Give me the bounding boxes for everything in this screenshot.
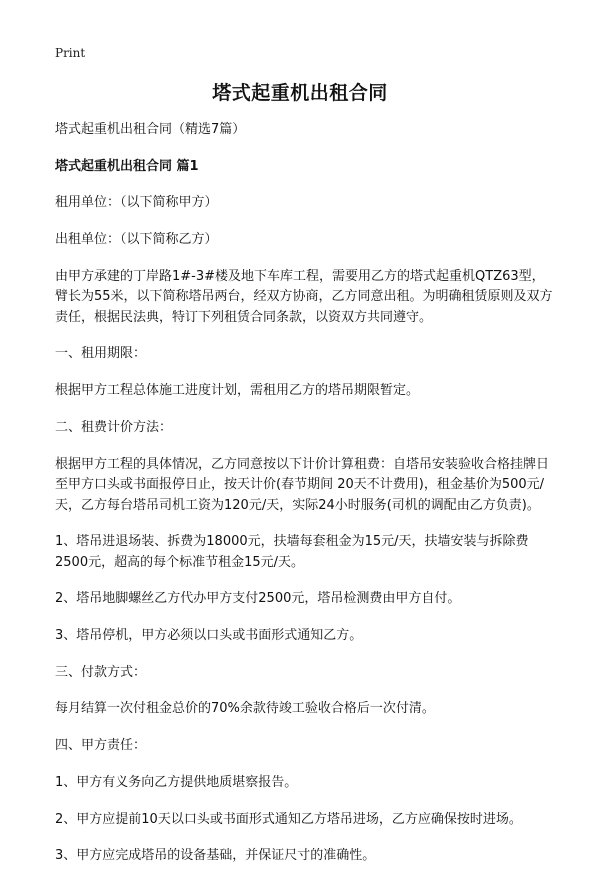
document-title: 塔式起重机出租合同 bbox=[212, 82, 388, 104]
print-link[interactable]: Print bbox=[55, 46, 86, 60]
section-heading: 塔式起重机出租合同 篇1 bbox=[55, 158, 199, 174]
clause-heading-party-a: 四、甲方责任： bbox=[55, 738, 147, 754]
paragraph-pricing: 根据甲方工程的具体情况，乙方同意按以下计价计算租费：自塔吊安装验收合格挂牌日至甲方口头或书面报停日止，按天计价(春节期间 20天不计费用)，租金基价为500元/天，乙方每台塔吊司机工资为120元/天，实际24小时服务(司机的调配由乙方负责)。 bbox=[55, 456, 550, 513]
paragraph-party-a-item-1: 1、甲方有义务向乙方提供地质堪察报告。 bbox=[55, 774, 298, 790]
paragraph-party-a-item-3: 3、甲方应完成塔吊的设备基础，并保证尺寸的准确性。 bbox=[55, 848, 376, 864]
paragraph-lessee: 租用单位：（以下简称甲方） bbox=[55, 195, 218, 211]
paragraph-payment: 每月结算一次付租金总价的70%余款待竣工验收合格后一次付清。 bbox=[55, 701, 435, 717]
clause-heading-pricing: 二、租费计价方法： bbox=[55, 419, 173, 435]
paragraph-pricing-item-3: 3、塔吊停机，甲方必须以口头或书面形式通知乙方。 bbox=[55, 628, 363, 644]
paragraph-term: 根据甲方工程总体施工进度计划，需租用乙方的塔吊期限暂定。 bbox=[55, 383, 420, 399]
paragraph-pricing-item-2: 2、塔吊地脚螺丝乙方代办甲方支付2500元，塔吊检测费由甲方自付。 bbox=[55, 591, 461, 607]
document-subtitle: 塔式起重机出租合同（精选7篇） bbox=[55, 122, 246, 137]
paragraph-intro: 由甲方承建的丁岸路1#-3#楼及地下车库工程，需要用乙方的塔式起重机QTZ63型，臂长为55米，以下简称塔吊两台，经双方协商，乙方同意出租。为明确租赁原则及双方责任，根据民法典，特订下列租赁合同条款，以资双方共同遵守。 bbox=[55, 268, 553, 325]
clause-heading-payment: 三、付款方式： bbox=[55, 664, 147, 680]
paragraph-pricing-item-1: 1、塔吊进退场装、拆费为18000元，扶墙每套租金为15元/天，扶墙安装与拆除费2500元，超高的每个标准节租金15元/天。 bbox=[55, 534, 529, 570]
paragraph-party-a-item-2: 2、甲方应提前10天以口头或书面形式通知乙方塔吊进场，乙方应确保按时进场。 bbox=[55, 811, 522, 827]
document-body bbox=[55, 120, 555, 883]
paragraph-lessor: 出租单位：（以下简称乙方） bbox=[55, 232, 218, 248]
clause-heading-term: 一、租用期限： bbox=[55, 346, 147, 362]
